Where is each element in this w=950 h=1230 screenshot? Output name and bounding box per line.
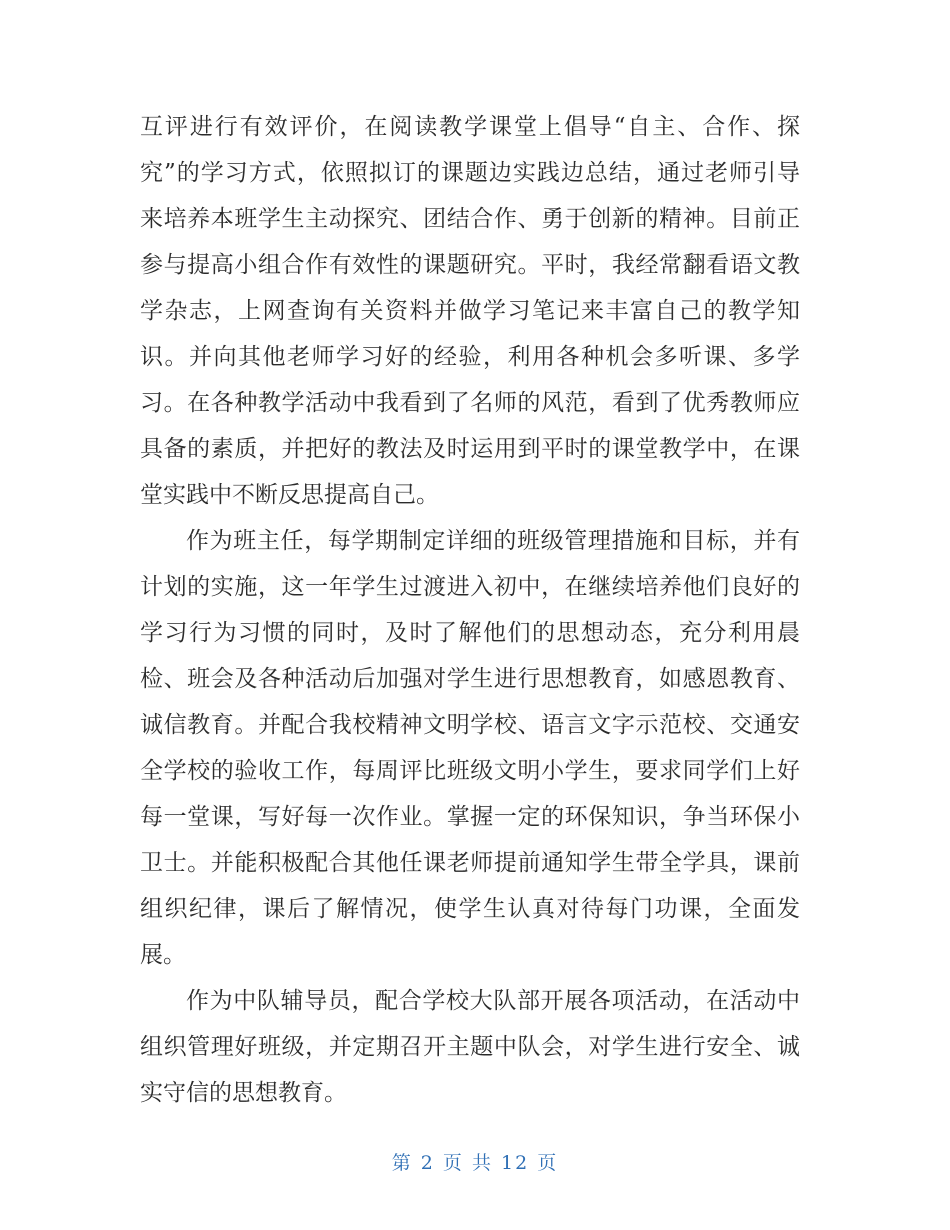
document-body <box>140 104 800 1116</box>
text-line: 识。并向其他老师学习好的经验，利用各种机会多听课、多学 <box>140 344 800 370</box>
text-line: 学杂志，上网查询有关资料并做学习笔记来丰富自己的教学知 <box>140 298 800 324</box>
text-line: 互评进行有效评价，在阅读教学课堂上倡导“自主、合作、探 <box>140 114 800 140</box>
paragraph-3 <box>140 978 800 1116</box>
text-line: 作为班主任，每学期制定详细的班级管理措施和目标，并有 <box>186 528 800 554</box>
text-line: 诚信教育。并配合我校精神文明学校、语言文字示范校、交通安 <box>140 712 800 738</box>
text-line: 实守信的思想教育。 <box>140 1080 347 1106</box>
text-line: 组织管理好班级，并定期召开主题中队会，对学生进行安全、诚 <box>140 1034 800 1060</box>
text-line: 堂实践中不断反思提高自己。 <box>140 482 439 508</box>
paragraph-2 <box>140 518 800 978</box>
text-line: 每一堂课，写好每一次作业。掌握一定的环保知识，争当环保小 <box>140 804 800 830</box>
text-line: 具备的素质，并把好的教法及时运用到平时的课堂教学中，在课 <box>140 436 800 462</box>
text-line: 参与提高小组合作有效性的课题研究。平时，我经常翻看语文教 <box>140 252 800 278</box>
text-line: 展。 <box>140 942 186 968</box>
text-line: 卫士。并能积极配合其他任课老师提前通知学生带全学具，课前 <box>140 850 800 876</box>
paragraph-1 <box>140 104 800 518</box>
text-line: 习。在各种教学活动中我看到了名师的风范，看到了优秀教师应 <box>140 390 800 416</box>
page-number-footer: 第 2 页 共 12 页 <box>391 1152 559 1174</box>
text-line: 组织纪律，课后了解情况，使学生认真对待每门功课，全面发 <box>140 896 800 922</box>
text-line: 检、班会及各种活动后加强对学生进行思想教育，如感恩教育、 <box>140 666 800 692</box>
text-line: 计划的实施，这一年学生过渡进入初中，在继续培养他们良好的 <box>140 574 800 600</box>
text-line: 学习行为习惯的同时，及时了解他们的思想动态，充分利用晨 <box>140 620 800 646</box>
text-line: 全学校的验收工作，每周评比班级文明小学生，要求同学们上好 <box>140 758 800 784</box>
text-line: 来培养本班学生主动探究、团结合作、勇于创新的精神。目前正 <box>140 206 800 232</box>
text-line: 究”的学习方式，依照拟订的课题边实践边总结，通过老师引导 <box>140 160 800 186</box>
text-line: 作为中队辅导员，配合学校大队部开展各项活动，在活动中 <box>186 988 800 1014</box>
